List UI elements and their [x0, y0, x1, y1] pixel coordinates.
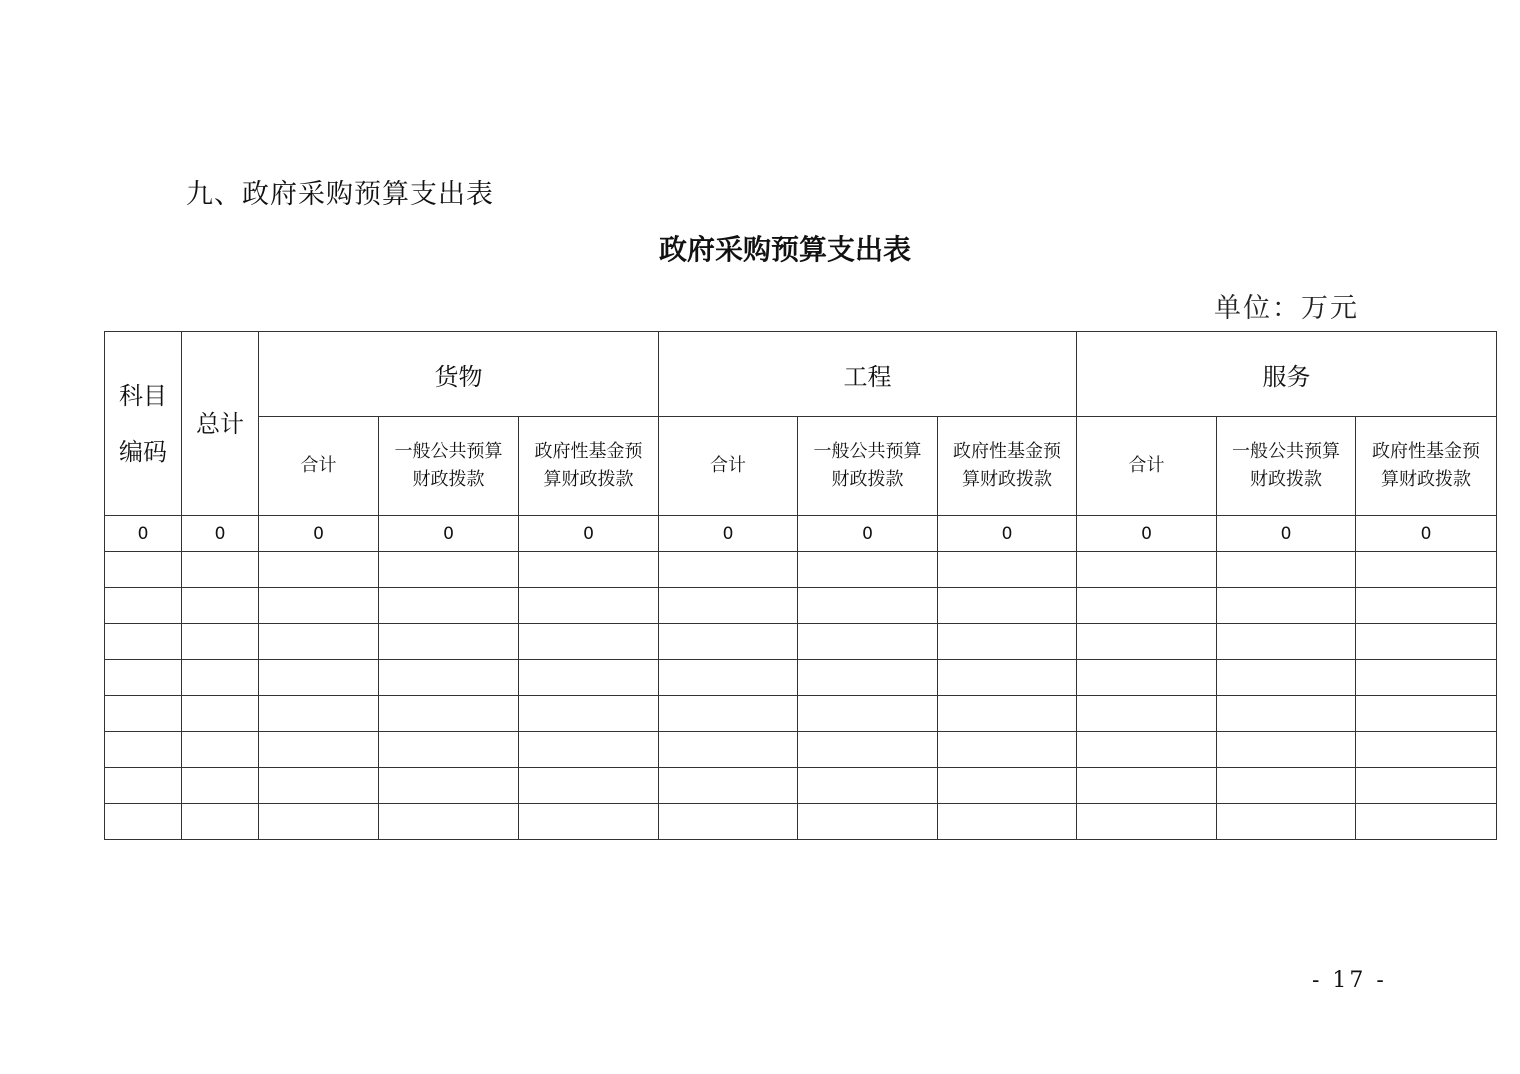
header-goods-general-label: 一般公共预算财政拨款	[394, 441, 503, 490]
header-goods-general	[379, 417, 519, 516]
table-cell	[1077, 624, 1217, 660]
table-cell: 0	[1356, 516, 1497, 552]
table-cell	[798, 588, 938, 624]
table-cell	[1077, 660, 1217, 696]
table-row	[105, 660, 1497, 696]
table-cell	[659, 660, 798, 696]
header-group-engineering: 工程	[659, 332, 1077, 417]
table-cell	[1356, 696, 1497, 732]
table-row	[105, 804, 1497, 840]
table-row	[105, 732, 1497, 768]
table-cell	[1077, 732, 1217, 768]
table-cell: 0	[259, 516, 379, 552]
table-cell	[938, 624, 1077, 660]
table-cell	[938, 732, 1077, 768]
table-cell	[259, 768, 379, 804]
table-row	[105, 516, 1497, 552]
table-cell	[1217, 696, 1356, 732]
table-cell	[1217, 624, 1356, 660]
table-cell	[182, 588, 259, 624]
header-engineering-total: 合计	[659, 417, 798, 516]
table-cell	[182, 660, 259, 696]
table-cell	[938, 588, 1077, 624]
table-cell: 0	[519, 516, 659, 552]
header-services-general	[1217, 417, 1356, 516]
table-cell	[1356, 660, 1497, 696]
table-cell	[659, 768, 798, 804]
table-cell	[938, 552, 1077, 588]
table-cell	[1077, 768, 1217, 804]
table-cell: 0	[379, 516, 519, 552]
table-cell	[379, 696, 519, 732]
table-cell	[519, 624, 659, 660]
unit-label: 单位：万元	[1214, 293, 1359, 324]
header-services-general-label: 一般公共预算财政拨款	[1232, 441, 1341, 490]
table-cell: 0	[105, 516, 182, 552]
page-number: - 17 -	[1312, 968, 1387, 993]
procurement-budget-table	[104, 331, 1497, 840]
table-cell	[259, 732, 379, 768]
table-cell	[798, 696, 938, 732]
table-cell	[659, 732, 798, 768]
table-cell	[105, 696, 182, 732]
header-goods-fund	[519, 417, 659, 516]
table-cell	[182, 552, 259, 588]
header-engineering-general	[798, 417, 938, 516]
table-row	[105, 588, 1497, 624]
table-cell	[259, 696, 379, 732]
table-cell	[182, 624, 259, 660]
table-cell	[259, 588, 379, 624]
table-cell	[659, 624, 798, 660]
header-goods-total: 合计	[259, 417, 379, 516]
table-cell	[1356, 588, 1497, 624]
table-cell	[1356, 552, 1497, 588]
table-cell	[379, 660, 519, 696]
table-cell	[519, 732, 659, 768]
table-cell	[1217, 768, 1356, 804]
table-cell	[1077, 696, 1217, 732]
table-cell	[798, 552, 938, 588]
table-row	[105, 768, 1497, 804]
table-row	[105, 624, 1497, 660]
table-cell	[259, 660, 379, 696]
table-cell	[938, 804, 1077, 840]
table-cell	[379, 768, 519, 804]
table-cell	[798, 804, 938, 840]
table-body	[105, 516, 1497, 840]
table-cell	[519, 696, 659, 732]
table-cell	[182, 696, 259, 732]
header-subject-code	[105, 332, 182, 516]
header-group-services: 服务	[1077, 332, 1497, 417]
table-cell	[105, 804, 182, 840]
table-cell	[798, 732, 938, 768]
table-cell	[259, 552, 379, 588]
header-engineering-fund	[938, 417, 1077, 516]
table-cell	[798, 624, 938, 660]
table-cell	[1217, 732, 1356, 768]
table-cell	[105, 588, 182, 624]
table-cell: 0	[1077, 516, 1217, 552]
table-cell	[519, 660, 659, 696]
table-cell	[798, 768, 938, 804]
header-engineering-fund-label: 政府性基金预算财政拨款	[953, 441, 1062, 490]
table-cell	[379, 588, 519, 624]
table-cell	[182, 732, 259, 768]
table-cell	[1217, 588, 1356, 624]
table-cell	[1356, 804, 1497, 840]
header-services-total: 合计	[1077, 417, 1217, 516]
table-cell	[798, 660, 938, 696]
table-cell	[938, 696, 1077, 732]
table-cell	[379, 732, 519, 768]
table-cell	[1077, 588, 1217, 624]
table-cell	[1217, 552, 1356, 588]
table-cell	[1217, 804, 1356, 840]
table-cell	[659, 804, 798, 840]
table-cell: 0	[182, 516, 259, 552]
table-cell	[105, 732, 182, 768]
table-cell	[659, 552, 798, 588]
table-cell	[1077, 804, 1217, 840]
table-cell	[659, 588, 798, 624]
table-cell	[519, 768, 659, 804]
table-cell	[1217, 660, 1356, 696]
table-cell: 0	[1217, 516, 1356, 552]
table-cell	[519, 804, 659, 840]
table-cell	[938, 660, 1077, 696]
header-engineering-general-label: 一般公共预算财政拨款	[813, 441, 922, 490]
table-cell	[1356, 768, 1497, 804]
table-cell	[1356, 732, 1497, 768]
table-row	[105, 696, 1497, 732]
header-services-fund-label: 政府性基金预算财政拨款	[1372, 441, 1481, 490]
table-cell: 0	[938, 516, 1077, 552]
header-goods-fund-label: 政府性基金预算财政拨款	[534, 441, 643, 490]
table-cell	[105, 768, 182, 804]
header-services-fund	[1356, 417, 1497, 516]
table-title: 政府采购预算支出表	[658, 233, 911, 266]
table-cell	[519, 588, 659, 624]
table-cell	[105, 552, 182, 588]
table-row	[105, 552, 1497, 588]
table-cell	[259, 624, 379, 660]
table-cell	[259, 804, 379, 840]
header-subject-code-label: 科目编码	[119, 381, 167, 466]
table-cell	[1077, 552, 1217, 588]
table-cell	[379, 552, 519, 588]
table-cell	[105, 660, 182, 696]
section-heading: 九、政府采购预算支出表	[186, 179, 494, 210]
table-cell	[1356, 624, 1497, 660]
table-cell	[182, 768, 259, 804]
table-cell: 0	[798, 516, 938, 552]
header-group-goods: 货物	[259, 332, 659, 417]
table-cell	[519, 552, 659, 588]
table-cell: 0	[659, 516, 798, 552]
table-cell	[938, 768, 1077, 804]
table-cell	[659, 696, 798, 732]
table-cell	[379, 624, 519, 660]
table-cell	[182, 804, 259, 840]
table-cell	[105, 624, 182, 660]
table-cell	[379, 804, 519, 840]
header-total: 总计	[182, 332, 259, 516]
